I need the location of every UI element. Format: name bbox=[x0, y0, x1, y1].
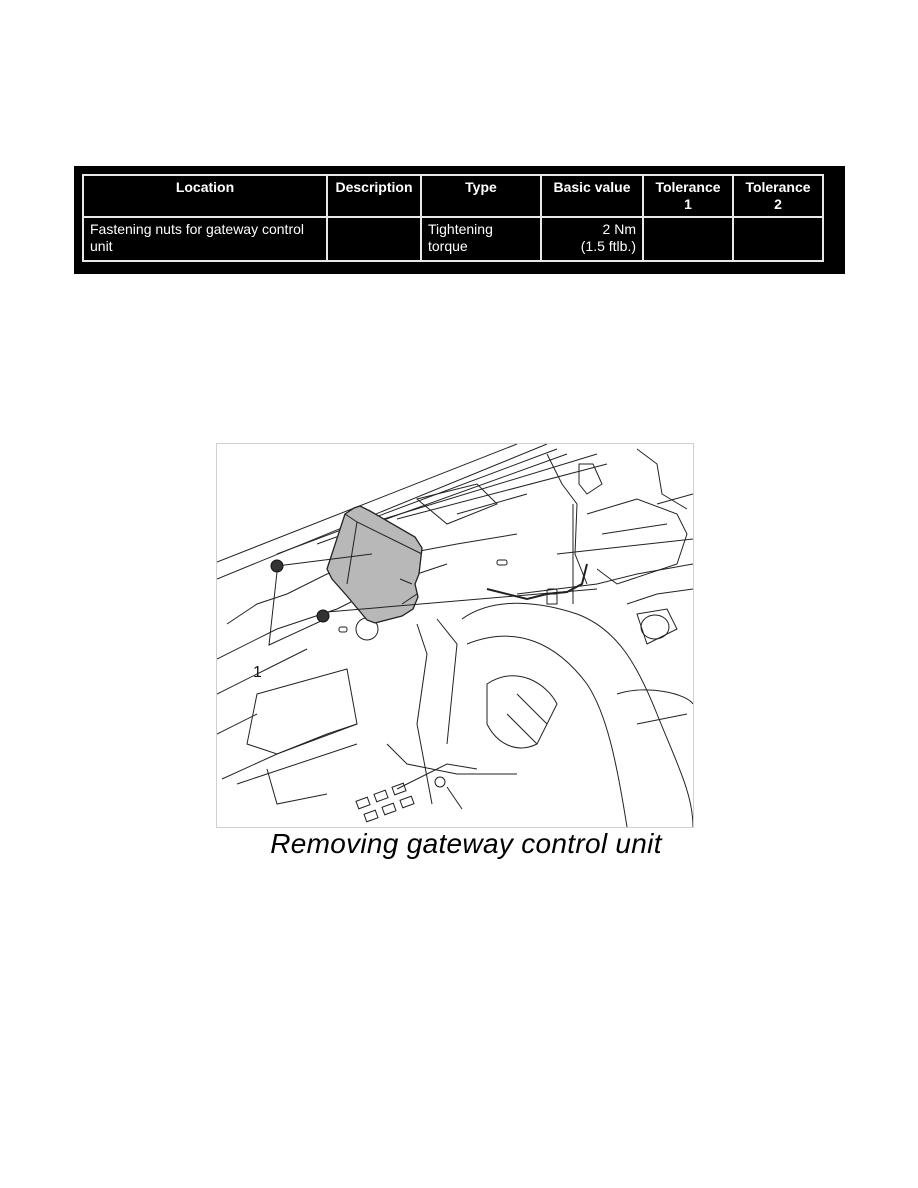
header-basic-value bbox=[541, 175, 643, 217]
stud-lower-left bbox=[339, 627, 347, 632]
header-tolerance-1-number: 1 bbox=[684, 196, 692, 212]
header-type bbox=[421, 175, 541, 217]
header-description bbox=[327, 175, 421, 217]
table-row bbox=[83, 217, 823, 261]
cell-tolerance-2 bbox=[733, 217, 823, 261]
cell-location: Fastening nuts for gateway control unit bbox=[83, 217, 327, 261]
header-type-label: Type bbox=[465, 179, 497, 195]
cell-type: Tightening torque bbox=[421, 217, 541, 261]
header-location-label: Location bbox=[175, 179, 235, 195]
spec-table-frame bbox=[74, 166, 845, 274]
harness-connector bbox=[547, 594, 557, 604]
callout-leader-lines bbox=[269, 572, 321, 645]
stud-upper bbox=[497, 560, 507, 565]
header-tolerance-1 bbox=[643, 175, 733, 217]
basic-value-imperial: (1.5 ftlb.) bbox=[580, 238, 636, 254]
fastening-nut-lower bbox=[317, 610, 329, 622]
cell-tolerance-1 bbox=[643, 217, 733, 261]
table-header-row bbox=[83, 175, 823, 217]
header-tolerance-2 bbox=[733, 175, 823, 217]
figure-caption: Removing gateway control unit bbox=[270, 828, 662, 859]
fastening-nut-upper bbox=[271, 560, 283, 572]
cell-description bbox=[327, 217, 421, 261]
header-basic-value-label: Basic value bbox=[553, 179, 631, 195]
header-location bbox=[83, 175, 327, 217]
header-tolerance-2-number: 2 bbox=[774, 196, 782, 212]
spec-table bbox=[82, 174, 824, 262]
header-tolerance-1-label: Tolerance bbox=[655, 179, 721, 195]
header-tolerance-2-label: Tolerance bbox=[745, 179, 811, 195]
basic-value-metric: 2 Nm bbox=[602, 221, 636, 237]
gateway-control-unit-illustration bbox=[216, 443, 694, 828]
callout-label: 1 bbox=[253, 664, 262, 681]
header-description-label: Description bbox=[335, 179, 413, 195]
cell-basic-value bbox=[541, 217, 643, 261]
